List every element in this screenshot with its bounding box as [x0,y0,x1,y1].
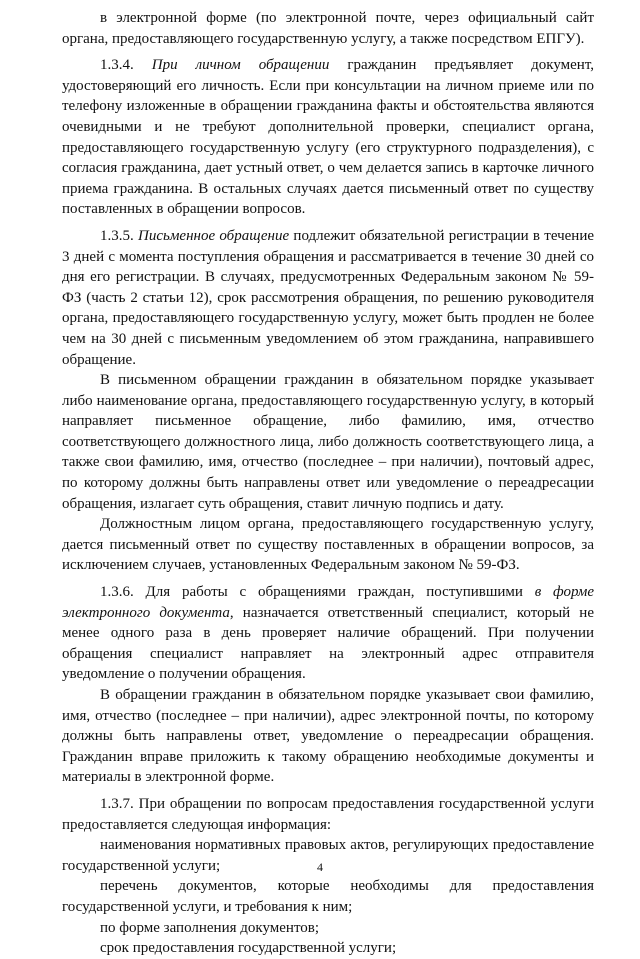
document-page [62,8,594,959]
paragraph-written-request [62,370,594,514]
list-item-service-term [62,938,594,959]
paragraph-1-3-5 [62,226,594,370]
paragraph-electronic-form [62,8,594,49]
paragraph-official-answer [62,514,594,576]
list-item-form-filling [62,918,594,939]
paragraph-electronic-request [62,685,594,788]
paragraph-text: Должностным лицом органа, предоставляющего государственную услугу, дается письменный ответ по существу поставленных в обращении вопросов, за исключением случаев, установленных Федеральным законом № 59-ФЗ. [62,516,594,574]
paragraph-text: 1.3.6. Для работы с обращениями граждан, поступившими [100,584,535,601]
paragraph-1-3-7 [62,794,594,835]
paragraph-text: 1.3.7. При обращении по вопросам предоставления государственной услуги предоставляется следующая информация: [62,795,594,833]
paragraph-1-3-6 [62,582,594,685]
paragraph-text: В письменном обращении гражданин в обязательном порядке указывает либо наименование органа, предоставляющего государственную услугу, в который направляет письменное обращение, либо фамилию, имя, отчество соответствующего должностного лица, либо должность соответствующего лица, а также свои фамилию, имя, отчество (последнее – при наличии), почтовый адрес, по которому должны быть направлены ответ или уведомление о переадресации обращения, излагает суть обращения, ставит личную подпись и дату. [62,372,594,512]
list-item-text: по форме заполнения документов; [100,919,320,936]
list-item-text: перечень документов, которые необходимы для предоставления государственной услуги, и требования к ним; [62,878,594,915]
italic-term: При личном обращении [151,57,330,74]
paragraph-1-3-4 [62,55,594,220]
section-number: 1.3.5. [100,227,139,244]
paragraph-text: в электронной форме (по электронной почте, через официальный сайт органа, предоставляющего государственную услугу, а также посредством ЕПГУ). [62,10,594,47]
paragraph-text: подлежит обязательной регистрации в течение 3 дней с момента поступления обращения и рассматривается в течение 30 дней со дня его регистрации. В случаях, предусмотренных Федеральным законом № 59-ФЗ (часть 2 статьи 12), срок рассмотрения обращения, по решению руководителя органа, предоставляющего государственную услугу, может быть продлен не более чем на 30 дней с письменным уведомлением об этом гражданина, направившего обращение. [62,227,595,368]
italic-term: Письменное обращение [138,227,290,244]
section-number: 1.3.4. [100,57,152,74]
paragraph-text: , назначается ответственный специалист, который не менее одного раза в день проверяет наличие обращений. При получении обращения специалист направляет на электронный адрес отправителя уведомление о получении обращения. [62,604,594,683]
italic-term: в форме электронного документа [62,584,594,621]
list-item-documents [62,876,594,917]
paragraph-text: В обращении гражданин в обязательном порядке указывает свои фамилию, имя, отчество (последнее – при наличии), адрес электронной почты, по которому должны быть направлены ответ, уведомление о переадресации обращения. Гражданин вправе приложить к такому обращению необходимые документы и материалы в электронной форме. [62,687,594,786]
page-number: 4 [317,860,323,874]
paragraph-text: гражданин предъявляет документ, удостоверяющий его личность. Если при консультации на личном приеме или по телефону изложенные в обращении гражданина факты и обстоятельства являются очевидными и не требуют дополнительной проверки, специалист органа, предоставляющего государственную услугу (его структурного подразделения), с согласия гражданина, дает устный ответ, о чем делается запись в карточке личного приема гражданина. В остальных случаях дается письменный ответ по существу поставленных в обращении вопросов. [62,57,595,218]
list-item-text: наименования нормативных правовых актов, регулирующих предоставление государственной услуги; [62,837,594,874]
list-item-text: срок предоставления государственной услуги; [100,940,397,957]
